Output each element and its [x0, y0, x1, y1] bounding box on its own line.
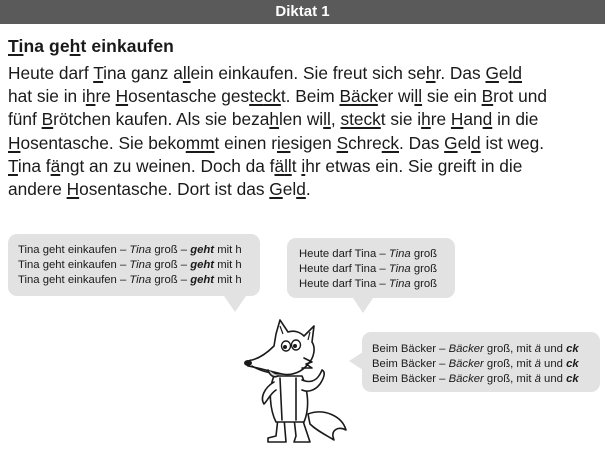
text-run: t [291, 155, 302, 176]
underlined-letters: ck [381, 132, 399, 153]
bubble-lines [18, 243, 242, 288]
bubble-line: Tina geht einkaufen – Tina groß – geht mit h [18, 274, 242, 286]
text-run: t sie i [380, 109, 422, 130]
worksheet-header [0, 0, 605, 24]
dictation-text [8, 62, 598, 201]
underlined-letters: i [301, 155, 306, 176]
text-run: sigen [290, 132, 337, 153]
underlined-letters: B [339, 86, 351, 107]
text-run: an [463, 109, 483, 130]
underlined-letters: H [8, 132, 21, 153]
underlined-letters: ie [276, 132, 291, 153]
bubble-tail [349, 352, 363, 370]
bubble-line: Tina geht einkaufen – Tina groß – geht mit h [18, 244, 242, 256]
text-run: hat sie in i [8, 86, 86, 107]
underlined-letters: h [85, 86, 96, 107]
underlined-letters: ll [182, 63, 191, 83]
text-run: ist we [480, 132, 530, 153]
text-run: sie ein [422, 86, 482, 107]
text-run: osentasche ges [128, 86, 250, 107]
text-run: ina ganz a [103, 63, 183, 83]
text-run: ein einkaufen. Sie freut sich se [190, 63, 426, 83]
bubble-tail [353, 298, 373, 313]
speech-bubble-heute [287, 238, 455, 298]
underlined-letters: h [421, 109, 431, 130]
bubble-tail [224, 296, 246, 312]
underlined-letters: d [296, 179, 306, 200]
text-run: ngt an zu weinen. Doch da f [60, 155, 275, 176]
speech-bubble-baecker [362, 332, 600, 392]
underlined-letters: B [41, 109, 54, 130]
underlined-letters: H [450, 109, 464, 130]
text-run: t einen r [214, 132, 277, 153]
underlined-letters: G [444, 132, 458, 153]
underlined-letters: ll [323, 109, 331, 130]
text-run: fünf [8, 109, 42, 130]
underlined-letters: g [529, 132, 540, 153]
text-run: osentasche. Sie beko [20, 132, 186, 153]
bubble-line: Beim Bäcker – Bäcker groß, mit ä und ck [372, 373, 579, 385]
bubble-line: Heute darf Tina – Tina groß [299, 263, 438, 275]
underlined-letters: ck [263, 86, 281, 107]
underlined-letters: ä [50, 155, 61, 176]
underlined-letters: G [485, 63, 499, 83]
underlined-letters: ck [363, 109, 381, 130]
text-run: osentasche. Dort ist das [79, 179, 270, 200]
text-run: el [457, 132, 472, 153]
underlined-letters: G [269, 179, 283, 200]
text-run: ina f [17, 155, 51, 176]
text-run: Heute darf [8, 63, 94, 83]
text-run: e [498, 63, 509, 83]
underlined-letters: d [512, 63, 523, 83]
underlined-letters: te [249, 86, 264, 107]
bubble-line: Beim Bäcker – Bäcker groß, mit ä und ck [372, 343, 579, 355]
underlined-letters: T [8, 155, 18, 176]
worksheet-title: Diktat 1 [275, 3, 330, 20]
bubble-line: Heute darf Tina – Tina groß [299, 248, 438, 260]
underlined-letters: H [66, 179, 80, 200]
underlined-letters: mm [185, 132, 215, 153]
bubble-lines [299, 247, 437, 292]
text-run: . [539, 132, 545, 153]
underlined-letters: d [471, 132, 481, 153]
text-run: hr etwas ein. Sie greift in die [305, 155, 523, 176]
text-run: len wi [278, 109, 324, 130]
bubble-line: Heute darf Tina – Tina groß [299, 278, 438, 290]
text-run: re [430, 109, 451, 130]
text-run: in die [492, 109, 539, 130]
text-run: t. Beim [280, 86, 340, 107]
speech-bubble-tina [8, 234, 260, 296]
bubble-line: Beim Bäcker – Bäcker groß, mit ä und ck [372, 358, 579, 370]
text-run: rot und [493, 86, 547, 107]
underlined-letters: B [481, 86, 494, 107]
underlined-letters: S [336, 132, 349, 153]
underlined-letters: ll [284, 155, 292, 176]
fox-mascot-icon [238, 318, 350, 446]
underlined-letters: ste [340, 109, 364, 130]
underlined-letters: H [115, 86, 129, 107]
bubble-lines [372, 342, 579, 387]
text-run: rötchen kaufen. Als sie beza [53, 109, 270, 130]
underlined-letters: l [508, 63, 513, 83]
text-run: andere [8, 179, 67, 200]
underlined-letters: ll [414, 86, 423, 107]
dictation-title: Tina geht einkaufen [8, 36, 174, 56]
text-run: r. Das [435, 63, 486, 83]
text-run: chre [348, 132, 382, 153]
underlined-letters: h [269, 109, 279, 130]
underlined-letters: ä [274, 155, 285, 176]
text-run: el [282, 179, 297, 200]
text-run: . [305, 179, 311, 200]
underlined-letters: h [425, 63, 436, 83]
text-run: er wi [377, 86, 415, 107]
bubble-line: Tina geht einkaufen – Tina groß – geht mit h [18, 259, 242, 271]
text-run: , [330, 109, 341, 130]
text-run: re [95, 86, 116, 107]
text-run: . Das [399, 132, 445, 153]
underlined-letters: T [93, 63, 104, 83]
underlined-letters: ä [350, 86, 361, 107]
underlined-letters: ck [360, 86, 378, 107]
underlined-letters: d [482, 109, 493, 130]
